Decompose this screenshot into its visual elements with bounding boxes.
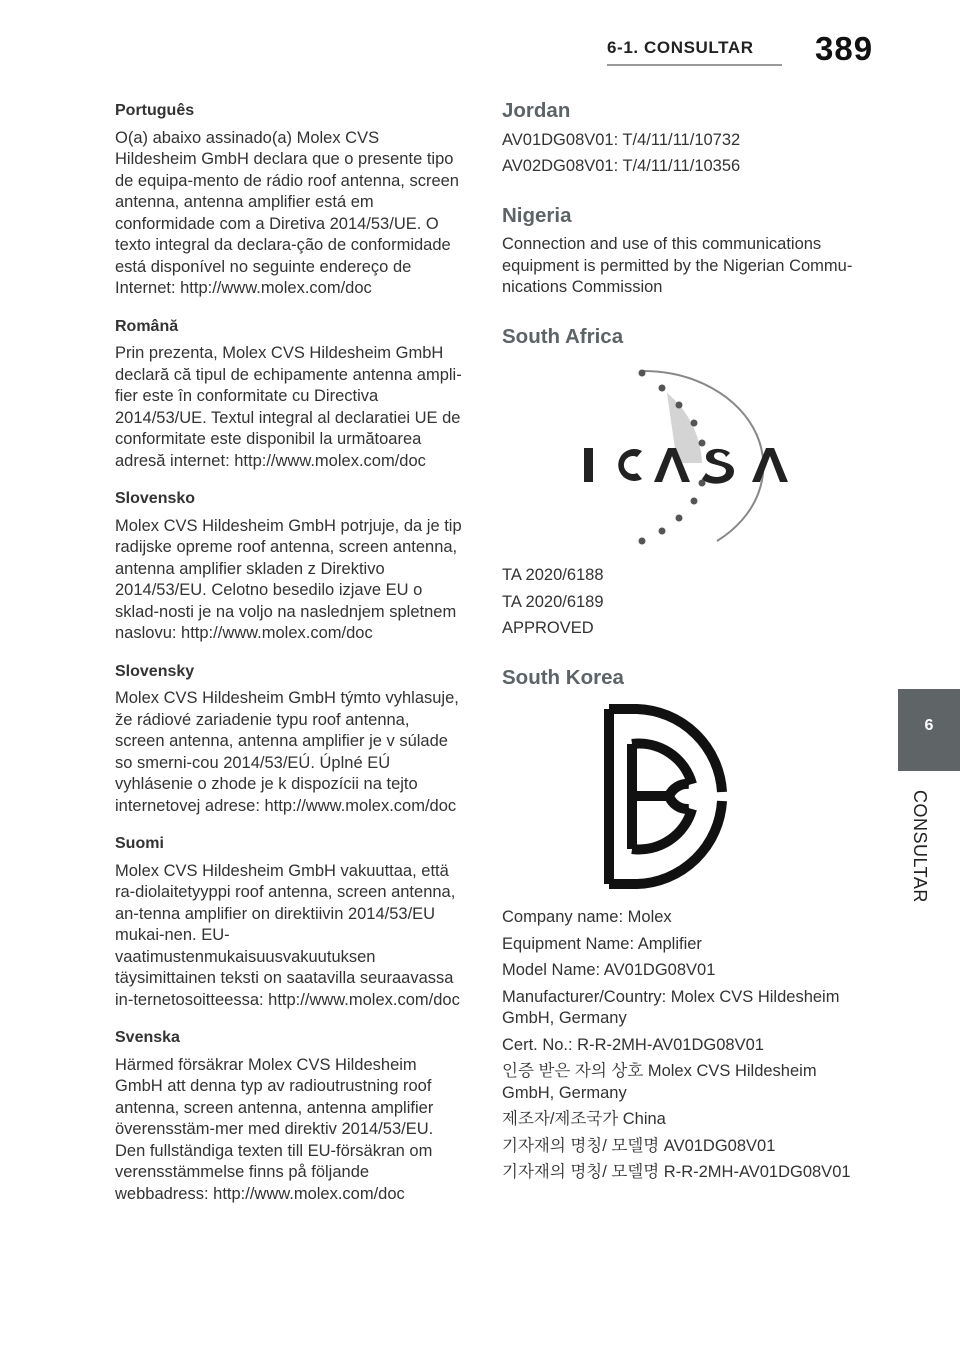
icasa-dot bbox=[699, 440, 706, 447]
lang-body: Molex CVS Hildesheim GmbH týmto vyhlasuje, že rádiové zariadenie typu roof antenna, screen antenna, antenna amplifier je v súlade so smerni-cou 2014/53/EÚ. Úplné EÚ vyhlásenie o zhode je k dispozícii na tejto internetovej adrese: http://www.molex.com/doc bbox=[115, 689, 459, 815]
page-number: 389 bbox=[815, 30, 874, 67]
lang-heading: Slovensky bbox=[115, 662, 195, 680]
icasa-dot bbox=[676, 515, 683, 522]
country-heading: South Africa bbox=[502, 324, 624, 348]
approval-line: APPROVED bbox=[502, 619, 594, 637]
country-heading: Jordan bbox=[502, 99, 571, 122]
country-heading: Nigeria bbox=[502, 203, 572, 227]
country-section-south-africa bbox=[502, 326, 862, 640]
icasa-dot bbox=[639, 370, 646, 377]
icasa-dot bbox=[639, 538, 646, 545]
icasa-dot bbox=[659, 385, 666, 392]
kc-info-line: Manufacturer/Country: Molex CVS Hildesheim GmbH, Germany bbox=[502, 987, 840, 1027]
icasa-arc bbox=[642, 371, 763, 541]
country-body: Connection and use of this communications equipment is permitted by the Nigerian Commu-nications Commission bbox=[502, 235, 853, 296]
icasa-dot bbox=[691, 420, 698, 427]
icasa-dot bbox=[659, 528, 666, 535]
header-rule bbox=[607, 64, 782, 66]
icasa-dot bbox=[676, 402, 683, 409]
country-section-south-korea bbox=[502, 667, 862, 1184]
chapter-number: 6 bbox=[924, 717, 934, 734]
section-title: 6-1. CONSULTAR bbox=[607, 38, 754, 57]
lang-heading: Română bbox=[115, 317, 179, 335]
kc-info-line: 인증 받은 자의 상호 Molex CVS Hildesheim GmbH, Germany bbox=[502, 1062, 817, 1102]
kc-info-line: 기자재의 명칭/ 모델명 AV01DG08V01 bbox=[502, 1136, 776, 1155]
icasa-dot bbox=[691, 498, 698, 505]
kc-info-line: 제조자/제조국가 China bbox=[502, 1110, 666, 1128]
kc-mark-logo bbox=[597, 704, 862, 889]
kc-info-line: 기자재의 명칭/ 모델명 R-R-2MH-AV01DG08V01 bbox=[502, 1163, 851, 1181]
approval-line: TA 2020/6188 bbox=[502, 566, 604, 584]
approval-line: TA 2020/6189 bbox=[502, 592, 604, 611]
lang-heading: Slovensko bbox=[115, 490, 196, 507]
lang-section-slovensky bbox=[115, 661, 463, 818]
kc-info-line: Cert. No.: R-R-2MH-AV01DG08V01 bbox=[502, 1035, 764, 1054]
icasa-logo-svg bbox=[502, 363, 802, 553]
lang-body: Molex CVS Hildesheim GmbH potrjuje, da je tip radijske opreme roof antenna, screen antenna, antenna amplifier skladen z Direktivo 2014/53/EU. Celotno besedilo izjave EU o sklad-nosti je na voljo na naslednjem spletnem naslovu: http://www.molex.com/doc bbox=[115, 516, 462, 642]
lang-heading: Português bbox=[115, 102, 195, 119]
kc-info-line: Model Name: AV01DG08V01 bbox=[502, 961, 716, 979]
icasa-logo bbox=[502, 363, 862, 553]
right-column bbox=[502, 100, 862, 1189]
lang-body: Prin prezenta, Molex CVS Hildesheim GmbH declară că tipul de echipamente antenna ampli-fier este în conformitate cu Directiva 2014/53/UE. Textul integral al declaratiei UE de conformitate este disponibil la următoarea adresă internet: http://www.molex.com/doc bbox=[115, 344, 462, 470]
lang-section-portugues bbox=[115, 100, 463, 300]
cert-line: AV01DG08V01: T/4/11/11/10732 bbox=[502, 130, 741, 149]
left-column bbox=[115, 100, 463, 1221]
country-heading: South Korea bbox=[502, 665, 624, 689]
page-header bbox=[0, 0, 960, 80]
chapter-tab[interactable] bbox=[898, 689, 960, 771]
country-section-jordan bbox=[502, 100, 862, 178]
lang-section-suomi bbox=[115, 833, 463, 1011]
kc-info-line: Company name: Molex bbox=[502, 908, 672, 926]
lang-section-slovensko bbox=[115, 488, 463, 645]
lang-body: O(a) abaixo assinado(a) Molex CVS Hildesheim GmbH declara que o presente tipo de equipa-mento de rádio roof antenna, screen antenna, antenna amplifier está em conformidade com a Diretiva 2014/53/UE. O texto integral da declara-ção de conformidade está disponível no seguinte endereço de Internet: http://www.molex.com/doc bbox=[115, 128, 459, 297]
lang-heading: Suomi bbox=[115, 835, 164, 852]
lang-heading: Svenska bbox=[115, 1029, 180, 1046]
lang-body: Molex CVS Hildesheim GmbH vakuuttaa, että ra-diolaitetyyppi roof antenna, screen antenna, an-tenna amplifier on direktiivin 2014/53/EU mukai-nen. EU-vaatimustenmukaisuusvakuutuksen täysimittainen teksti on saatavilla seuraavassa in-ternetosoitteessa: http://www.molex.com/doc bbox=[115, 861, 460, 1009]
kc-info-line: Equipment Name: Amplifier bbox=[502, 934, 702, 953]
kc-mark-strokes bbox=[609, 709, 722, 884]
cert-line: AV02DG08V01: T/4/11/11/10356 bbox=[502, 157, 741, 175]
lang-section-romana bbox=[115, 316, 463, 473]
kc-mark-svg bbox=[597, 704, 727, 889]
lang-body: Härmed försäkrar Molex CVS Hildesheim GmbH att denna typ av radioutrustning roof antenna, screen antenna, antenna amplifier överensstäm-mer med direktiv 2014/53/EU. Den fullständiga texten till EU-försäkran om verensstämmelse finns på följande webbadress: http://www.molex.com/doc bbox=[115, 1055, 434, 1203]
lang-section-svenska bbox=[115, 1027, 463, 1205]
chapter-label: CONSULTAR bbox=[910, 790, 930, 903]
country-section-nigeria bbox=[502, 205, 862, 299]
